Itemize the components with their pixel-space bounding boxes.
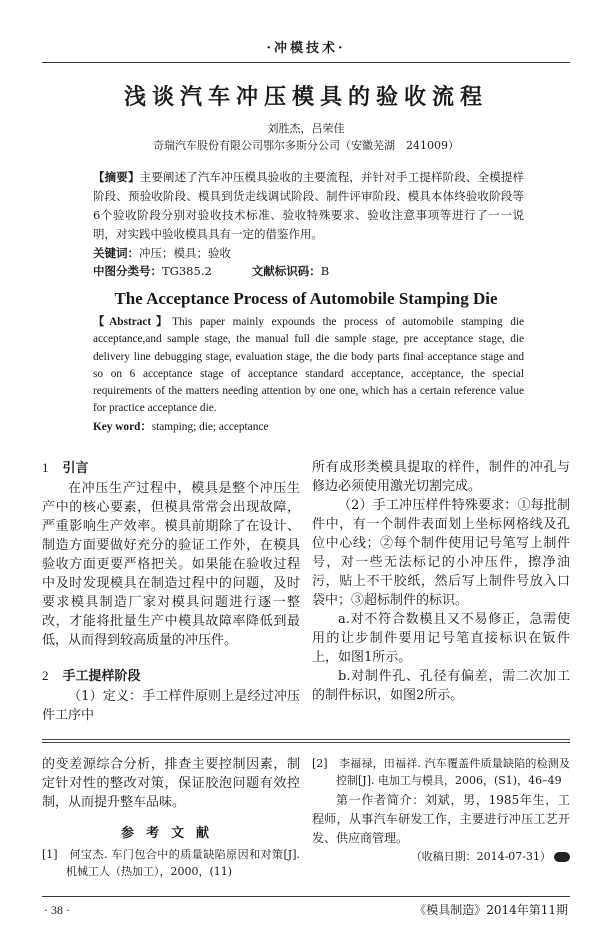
paragraph: 的变差源综合分析，排查主要控制因素，制定针对性的整改对策，保证胶泡问题有效控制，从而提升整车品味。 xyxy=(42,756,300,810)
abstract-zh-label: 【摘要】 xyxy=(93,170,140,184)
authors: 刘胜杰，吕荣佳 xyxy=(267,122,345,135)
section-1-heading xyxy=(42,458,300,479)
keywords-zh-label: 关键词： xyxy=(93,246,139,260)
header-rule xyxy=(42,62,570,63)
tail-right xyxy=(312,755,570,880)
paragraph: 在冲压生产过程中，模具是整个冲压生产中的核心要素，但模具常常会出现故障，严重影响生产效率。模具前期除了在设计、制造方面要做好充分的验证工作外，在模具验收方面更要严格把关。如果能在验收过程中及时发现模具在制造过程中的问题，及时要求模具制造厂家对模具问题进行逐一整改，才能将批量生产中模具故障率降低到最低，从而得到较高质量的冲压件。 xyxy=(42,480,300,648)
section-separator xyxy=(42,739,570,743)
right-column xyxy=(312,458,570,725)
section-title: 手工提样阶段 xyxy=(62,668,141,684)
classification-label: 中图分类号： xyxy=(93,264,162,278)
section-tag: ·冲模技术· xyxy=(266,41,346,56)
tail-left xyxy=(42,755,300,880)
keywords-zh-text: 冲压；模具；验收 xyxy=(139,246,231,260)
keywords-en xyxy=(93,418,524,436)
journal-issue: 《模具制造》2014年第11期 xyxy=(414,902,568,917)
doc-code-label: 文献标识码： xyxy=(251,264,321,278)
paragraph: 所有成形类模具提取的样件，制件的冲孔与修边必须使用激光切割完成。 xyxy=(312,459,570,494)
abstract-zh-text: 主要阐述了汽车冲压模具验收的主要流程，并针对手工提样阶段、全模提样阶段、预验收阶段、模具到货走线调试阶段、制件评审阶段、模具本体终验收阶段等6个验收阶段分别对验收技术标准、验收特殊要求、验收注意事项等进行了一一说明，对实践中验收模具具有一定的借鉴作用。 xyxy=(93,170,525,241)
abstract-en-text: This paper mainly expounds the process of automobile stamping die acceptance,and sample stage, the manual full die sample stage, pre acceptance stage, die delivery line debugging stage, evaluation stage, the die body parts final acceptance stage and so on 6 acceptance stage of acceptance standard acceptance, acceptance, the special requirements of the matters needing attention by one one, which has a certain reference value for practice acceptance die. xyxy=(93,316,524,415)
english-title: The Acceptance Process of Automobile Stamping Die xyxy=(114,289,498,308)
section-2-heading xyxy=(42,666,300,687)
reference-item: [2] 李福禄，田福祥. 汽车覆盖件质量缺陷的检测及控制[J]. 电加工与模具，2006，(S1)，46–49 xyxy=(312,756,570,787)
affiliation: 奇瑞汽车股份有限公司鄂尔多斯分公司（安徽芜湖 241009） xyxy=(153,139,459,152)
tail-columns xyxy=(42,755,570,880)
paragraph: （2）手工冲压样件特殊要求：①每批制件中，有一个制件表面划上坐标网格线及孔位中心线；②每个制件使用记号笔写上制件号，对一些无法标记的小冲压件，擦净油污，贴上不干胶纸，然后写上制件号放入口袋中；③超标制件的标识。 xyxy=(312,497,570,608)
reference-item: [1] 何宝杰. 车门包合中的质量缺陷原因和对策[J]. 机械工人（热加工），2000，(11) xyxy=(42,847,300,878)
section-number: 2 xyxy=(42,667,49,683)
received-text: （收稿日期：2014-07-31） xyxy=(410,849,551,863)
classification xyxy=(93,262,524,280)
body-columns xyxy=(42,458,570,725)
footer xyxy=(42,901,570,919)
section-title: 引言 xyxy=(62,460,89,476)
abstract-en-label: 【Abstract】 xyxy=(93,316,173,328)
end-mark-icon xyxy=(554,852,570,862)
author-bio: 第一作者简介：刘斌，男，1985年生，工程师，从事汽车研发工作，主要进行冲压工艺开发、供应商管理。 xyxy=(312,792,570,845)
received-date xyxy=(312,848,570,865)
paper-title: 浅谈汽车冲压模具的验收流程 xyxy=(123,85,488,110)
left-column xyxy=(42,458,300,725)
footer-rule xyxy=(42,896,570,897)
paragraph: b.对制件孔、孔径有偏差，需二次加工的制件标识，如图2所示。 xyxy=(312,668,570,703)
keywords-en-text: stamping; die; acceptance xyxy=(151,420,269,433)
keywords-en-label: Key word： xyxy=(93,420,152,433)
doc-code-value: B xyxy=(320,264,330,278)
paragraph: a.对不符合数模且又不易修正，急需使用的让步制件要用记号笔直接标识在钣件上，如图1所示。 xyxy=(312,611,570,665)
page-number: · 38 · xyxy=(44,902,70,917)
references-heading: 参考文献 xyxy=(120,825,221,841)
front-matter-en xyxy=(42,310,570,436)
paragraph: （1）定义：手工样件原则上是经过冲压件工序中 xyxy=(42,688,300,723)
section-number: 1 xyxy=(42,459,49,475)
abstract-en xyxy=(93,314,524,418)
classification-value: TG385.2 xyxy=(162,264,212,278)
abstract-zh xyxy=(93,168,524,244)
front-matter xyxy=(42,154,570,280)
keywords-zh xyxy=(93,244,524,262)
